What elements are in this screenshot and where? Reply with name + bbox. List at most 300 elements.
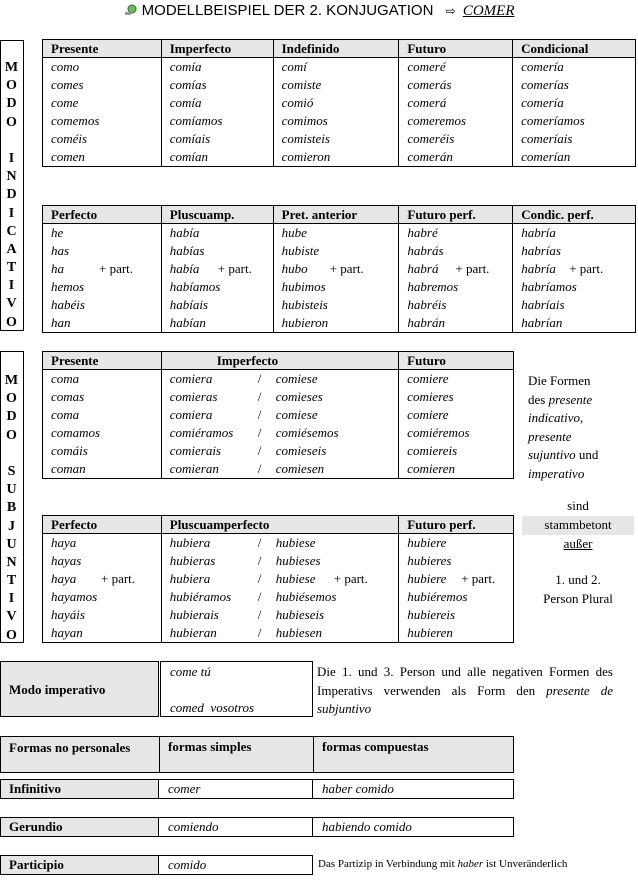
verb-form-cell <box>513 278 636 296</box>
verb-form-se: comiesen <box>275 461 325 476</box>
verb-form: habrían <box>521 315 563 330</box>
verb-form-se: comieseis <box>275 443 327 458</box>
label-letter: M <box>4 373 20 388</box>
participle-hint: + part. <box>99 261 134 276</box>
verb-form-se: comiese <box>275 407 318 422</box>
slash: / <box>257 371 262 386</box>
table-row <box>43 442 514 460</box>
formas-compuestas-header: formas compuestas <box>322 739 429 754</box>
verb-form-ra: comieran <box>169 461 219 476</box>
verb-form: comiere <box>399 406 514 424</box>
verb-form: ha <box>51 261 64 276</box>
verb-form-cell <box>161 314 273 333</box>
label-letter: I <box>8 591 16 607</box>
verb-form: comería <box>513 58 636 77</box>
slash: / <box>257 607 262 622</box>
verb-form-se: hubieseis <box>275 607 325 622</box>
verb-form-cell <box>273 260 399 278</box>
verb-form: hayan <box>51 625 83 640</box>
verb-form: habrías <box>521 243 561 258</box>
note-imperativo: imperativo <box>528 465 585 481</box>
verb-form: hubiéremos <box>407 589 468 604</box>
gerundio-compuesto: habiendo comido <box>312 817 514 837</box>
verb-form-cell <box>43 296 162 314</box>
label-letter: O <box>6 78 18 94</box>
gerundio-label: Gerundio <box>0 817 159 837</box>
formas-simples-header: formas simples <box>168 739 252 754</box>
verb-form-cell <box>399 624 514 643</box>
verb-form-ra: hubieras <box>169 553 216 568</box>
verb-form: había <box>169 225 200 240</box>
verb-form-cell <box>399 534 514 553</box>
globe-icon <box>124 3 138 15</box>
verb-form: comiereis <box>399 442 514 460</box>
verb-form: comerías <box>513 76 636 94</box>
verb-form-cell <box>273 224 399 243</box>
page-title <box>0 2 638 20</box>
table-row <box>43 588 514 606</box>
verb-form: comáis <box>43 442 162 460</box>
verb-form: hube <box>281 225 307 240</box>
slash: / <box>257 425 262 440</box>
slash: / <box>257 407 262 422</box>
verb-form: comas <box>43 388 162 406</box>
label-letter: I <box>8 150 16 166</box>
label-letter: S <box>7 463 17 479</box>
imperfecto-cell <box>161 370 398 389</box>
label-letter <box>1 445 23 463</box>
verb-form-cell <box>43 278 162 296</box>
label-letter: D <box>6 409 18 425</box>
table-row <box>43 370 514 389</box>
verb-form: haya <box>51 535 77 550</box>
verb-form-cell <box>273 296 399 314</box>
verb-form: hubiereis <box>407 607 456 622</box>
verb-form-cell <box>161 224 273 243</box>
slash: / <box>257 461 262 476</box>
verb-form-se: hubiésemos <box>275 589 337 604</box>
slash: / <box>257 625 262 640</box>
verb-form-cell <box>161 242 273 260</box>
verb-form: comían <box>161 148 273 167</box>
verb-form: comíais <box>161 130 273 148</box>
infinitivo-simple: comer <box>158 779 313 799</box>
table-row <box>43 314 636 333</box>
verb-form-cell <box>273 314 399 333</box>
note-sujuntivo: sujuntivo <box>528 447 576 463</box>
verb-form-cell <box>399 242 513 260</box>
column-header: Futuro perf. <box>399 516 514 534</box>
verb-form-cell <box>273 278 399 296</box>
verb-form-se: comiésemos <box>275 425 339 440</box>
verb-form: habéis <box>51 297 85 312</box>
column-header: Indefinido <box>273 40 399 58</box>
verb-form: hubiste <box>281 243 320 258</box>
verb-form: comerán <box>399 148 513 167</box>
verb-form: he <box>51 225 64 240</box>
note-ausser: außer <box>563 536 593 551</box>
label-letter: D <box>6 96 18 112</box>
verb-form: comeréis <box>399 130 513 148</box>
verb-form: habré <box>407 225 438 240</box>
participle-hint: + part. <box>217 261 252 276</box>
verb-form: comíamos <box>161 112 273 130</box>
note-stammbetont: stammbetont <box>522 516 634 535</box>
verb-form: habías <box>169 243 205 258</box>
verb-form: hubisteis <box>281 297 328 312</box>
column-header: Pret. anterior <box>273 206 399 224</box>
verb-form-cell <box>399 552 514 570</box>
participle-hint: + part. <box>329 261 364 276</box>
verb-form: hubiere <box>407 571 447 586</box>
note-line1: Die Formen <box>528 373 591 388</box>
label-letter: M <box>4 60 20 75</box>
note-person2: Person Plural <box>543 591 613 606</box>
label-letter: B <box>6 500 18 516</box>
verb-form: comeríais <box>513 130 636 148</box>
verb-form: habrán <box>407 315 445 330</box>
participio-note <box>318 855 638 873</box>
table-row <box>43 130 636 148</box>
subjuntivo-simple-table <box>42 351 514 479</box>
verb-form-ra: comiera <box>169 407 213 422</box>
verb-form: comerá <box>399 94 513 112</box>
slash: / <box>257 389 262 404</box>
column-header: Pluscuamperfecto <box>161 516 398 534</box>
verb-form: como <box>43 58 162 77</box>
table-row <box>43 624 514 643</box>
verb-form: hayas <box>51 553 82 568</box>
column-header: Condic. perf. <box>513 206 636 224</box>
verb-form: hubieres <box>407 553 452 568</box>
participle-hint: + part. <box>569 261 604 276</box>
pluscuam-cell <box>161 606 398 624</box>
imperativo-vosotros: comed vosotros <box>170 700 255 715</box>
verb-form-se: hubiese <box>275 571 316 586</box>
table-row <box>43 76 636 94</box>
verb-form: comía <box>161 94 273 112</box>
verb-form: comiere <box>399 370 514 389</box>
verb-form-se: hubieses <box>275 553 321 568</box>
verb-form: habíais <box>169 297 209 312</box>
verb-form: hubiere <box>407 535 447 550</box>
label-letter: O <box>6 627 18 643</box>
verb-form-ra: hubierais <box>169 607 219 622</box>
verb-form-cell <box>513 224 636 243</box>
imperativo-label: Modo imperativo <box>0 661 159 717</box>
imperfecto-cell <box>161 424 398 442</box>
label-letter: V <box>6 296 18 312</box>
verb-form: habrá <box>407 261 439 276</box>
verb-form-se: comiese <box>275 371 318 386</box>
verb-form-cell <box>399 224 513 243</box>
infinitivo-row <box>0 779 514 799</box>
participio-simple: comido <box>158 855 313 875</box>
verb-form: comisteis <box>273 130 399 148</box>
note-presente2: presente <box>528 428 572 444</box>
column-header: Futuro <box>399 40 513 58</box>
verb-form: habréis <box>407 297 447 312</box>
column-header: Condicional <box>513 40 636 58</box>
label-letter: O <box>6 427 18 443</box>
pluscuam-cell <box>161 588 398 606</box>
label-letter: D <box>6 187 18 203</box>
pluscuam-cell <box>161 570 398 588</box>
verb-form: coma <box>43 406 162 424</box>
label-letter: U <box>6 536 18 552</box>
verb-form-cell <box>161 260 273 278</box>
verb-form-se: hubiesen <box>275 625 322 640</box>
verb-form: hubieren <box>407 625 453 640</box>
verb-form: comías <box>161 76 273 94</box>
verb-form-se: comieses <box>275 389 323 404</box>
slash: / <box>257 571 262 586</box>
verb-form: comía <box>161 58 273 77</box>
pluscuam-cell <box>161 624 398 643</box>
verb-form-cell <box>399 296 513 314</box>
infinitivo-label: Infinitivo <box>0 779 159 799</box>
verb-form-cell <box>43 224 162 243</box>
verb-form: comiéremos <box>399 424 514 442</box>
verb-form-cell <box>161 278 273 296</box>
participio-note-a: Das Partizip in Verbindung mit <box>318 858 455 870</box>
column-header: Presente <box>43 40 162 58</box>
verb-form-cell <box>43 260 162 278</box>
verb-form: habrás <box>407 243 444 258</box>
verb-form: comieron <box>273 148 399 167</box>
column-header: Imperfecto <box>161 352 398 370</box>
verb-form-cell <box>513 296 636 314</box>
verb-form: comeremos <box>399 112 513 130</box>
arrow-icon: ⇨ <box>445 4 456 18</box>
verb-form: comimos <box>273 112 399 130</box>
table-row <box>43 570 514 588</box>
verb-form-ra: comieras <box>169 389 218 404</box>
label-letter <box>1 132 23 150</box>
verb-form-cell <box>43 588 162 606</box>
participio-label: Participio <box>0 855 159 875</box>
table-row <box>43 112 636 130</box>
verb-form: habríais <box>521 297 565 312</box>
verb-form: habría <box>521 261 556 276</box>
column-header: Presente <box>43 352 162 370</box>
verb-form-cell <box>513 314 636 333</box>
column-header: Perfecto <box>43 516 162 534</box>
imperativo-tu: come tú <box>170 664 211 679</box>
verb-form: comieres <box>399 388 514 406</box>
verb-form: habría <box>521 225 556 240</box>
label-letter: O <box>6 114 18 130</box>
table-row <box>43 260 636 278</box>
verb-form-cell <box>513 260 636 278</box>
verb-form: hemos <box>51 279 85 294</box>
table-row <box>43 94 636 112</box>
note-indicativo: indicativo, <box>528 410 584 426</box>
no-personales-header <box>0 736 514 773</box>
verb-form-ra: comiéramos <box>169 425 234 440</box>
imperfecto-cell <box>161 406 398 424</box>
label-letter: A <box>6 241 18 257</box>
verb-form-ra: hubiera <box>169 535 211 550</box>
label-letter: O <box>6 314 18 330</box>
verb-form: comamos <box>43 424 162 442</box>
verb-form-cell <box>399 570 514 588</box>
verb-form-cell <box>43 552 162 570</box>
verb-form: comerás <box>399 76 513 94</box>
imperativo-note-text: Die 1. und 3. Person und alle negativen Formen des Imperativs verwenden als Form den <box>317 664 613 698</box>
table-row <box>43 534 514 553</box>
verb-form: había <box>169 261 200 276</box>
table-row <box>43 278 636 296</box>
gerundio-row <box>0 817 514 837</box>
verb-form-cell <box>43 570 162 588</box>
verb-form: hayáis <box>51 607 85 622</box>
verb-form: comeríamos <box>513 112 636 130</box>
verb-form-cell <box>273 242 399 260</box>
verb-form: habíamos <box>169 279 221 294</box>
column-header: Pluscuamp. <box>161 206 273 224</box>
title-verb: COMER <box>462 3 515 19</box>
verb-form-se: hubiese <box>275 535 316 550</box>
column-header: Futuro perf. <box>399 206 513 224</box>
label-letter: I <box>8 205 16 221</box>
table-row <box>43 606 514 624</box>
verb-form-cell <box>43 242 162 260</box>
subjuntivo-compound-table <box>42 515 514 643</box>
label-letter: N <box>6 554 18 570</box>
verb-form-ra: comierais <box>169 443 221 458</box>
infinitivo-compuesto: haber comido <box>312 779 514 799</box>
verb-form-cell <box>43 314 162 333</box>
note-line2: des <box>528 391 546 407</box>
table-row <box>43 460 514 479</box>
imperativo-note-italic: presente de subjuntivo <box>317 682 613 716</box>
label-letter: T <box>6 260 18 276</box>
table-row <box>43 552 514 570</box>
table-row <box>43 296 636 314</box>
verb-form: comió <box>273 94 399 112</box>
verb-form: han <box>51 315 71 330</box>
column-header: Perfecto <box>43 206 162 224</box>
table-row <box>43 58 636 77</box>
verb-form-cell <box>161 296 273 314</box>
pluscuam-cell <box>161 534 398 553</box>
note-sind: sind <box>567 498 589 513</box>
verb-form: come <box>43 94 162 112</box>
verb-form-ra: hubiera <box>169 571 211 586</box>
participle-hint: + part. <box>333 571 368 586</box>
verb-form: habían <box>169 315 206 330</box>
imperativo-forms <box>160 661 313 717</box>
participio-row <box>0 855 638 875</box>
verb-form-ra: hubieran <box>169 625 217 640</box>
table-row <box>43 148 636 167</box>
verb-form: coman <box>43 460 162 479</box>
column-header: Futuro <box>399 352 514 370</box>
slash: / <box>257 535 262 550</box>
stem-note <box>522 372 634 484</box>
indicativo-simple-table <box>42 39 636 167</box>
label-letter: I <box>8 278 16 294</box>
verb-form-cell <box>513 242 636 260</box>
label-letter: N <box>6 169 18 185</box>
verb-form-cell <box>43 534 162 553</box>
note-person1: 1. und 2. <box>555 572 601 587</box>
verb-form-cell <box>43 624 162 643</box>
table-row <box>43 424 514 442</box>
indicativo-compound-table <box>42 205 636 333</box>
label-letter: U <box>6 482 18 498</box>
table-row <box>43 406 514 424</box>
verb-form: habremos <box>407 279 459 294</box>
note-und: und <box>578 447 599 463</box>
gerundio-simple: comiendo <box>158 817 313 837</box>
participle-hint: + part. <box>455 261 490 276</box>
slash: / <box>257 589 262 604</box>
verb-form: comiste <box>273 76 399 94</box>
note-presente: presente <box>548 391 593 407</box>
verb-form-cell <box>43 606 162 624</box>
modo-subjuntivo-label <box>0 351 24 643</box>
verb-form: comemos <box>43 112 162 130</box>
table-row <box>43 224 636 243</box>
participle-hint: + part. <box>461 571 496 586</box>
verb-form-cell <box>399 260 513 278</box>
verb-form: coma <box>43 370 162 389</box>
verb-form: coméis <box>43 130 162 148</box>
verb-form: comerían <box>513 148 636 167</box>
title-text: MODELLBEISPIEL DER 2. KONJUGATION <box>141 2 434 19</box>
participio-note-b: ist Unveränderlich <box>485 858 568 870</box>
imperfecto-cell <box>161 388 398 406</box>
verb-form: comen <box>43 148 162 167</box>
verb-form: comieren <box>399 460 514 479</box>
verb-form: comeré <box>399 58 513 77</box>
pluscuam-cell <box>161 552 398 570</box>
label-letter: O <box>6 391 18 407</box>
verb-form: hubieron <box>281 315 329 330</box>
verb-form-cell <box>399 606 514 624</box>
verb-form-cell <box>399 314 513 333</box>
verb-form: comería <box>513 94 636 112</box>
column-header: Imperfecto <box>161 40 273 58</box>
no-personales-title: Formas no personales <box>9 740 131 755</box>
label-letter: V <box>6 609 18 625</box>
verb-form: hubo <box>281 261 308 276</box>
table-row <box>43 388 514 406</box>
verb-form: hayamos <box>51 589 98 604</box>
verb-form: comí <box>273 58 399 77</box>
verb-form: hubimos <box>281 279 326 294</box>
modo-indicativo-label <box>0 40 24 331</box>
table-row <box>43 242 636 260</box>
label-letter: T <box>6 573 18 589</box>
verb-form: comes <box>43 76 162 94</box>
verb-form: habríamos <box>521 279 577 294</box>
imperfecto-cell <box>161 460 398 479</box>
verb-form: has <box>51 243 70 258</box>
imperativo-note <box>317 663 613 719</box>
label-letter: C <box>6 223 18 239</box>
label-letter: J <box>8 518 16 534</box>
verb-form-ra: comiera <box>169 371 213 386</box>
slash: / <box>257 443 262 458</box>
imperfecto-cell <box>161 442 398 460</box>
slash: / <box>257 553 262 568</box>
participio-note-haber: haber <box>457 858 484 870</box>
verb-form-ra: hubiéramos <box>169 589 232 604</box>
verb-form-cell <box>399 588 514 606</box>
